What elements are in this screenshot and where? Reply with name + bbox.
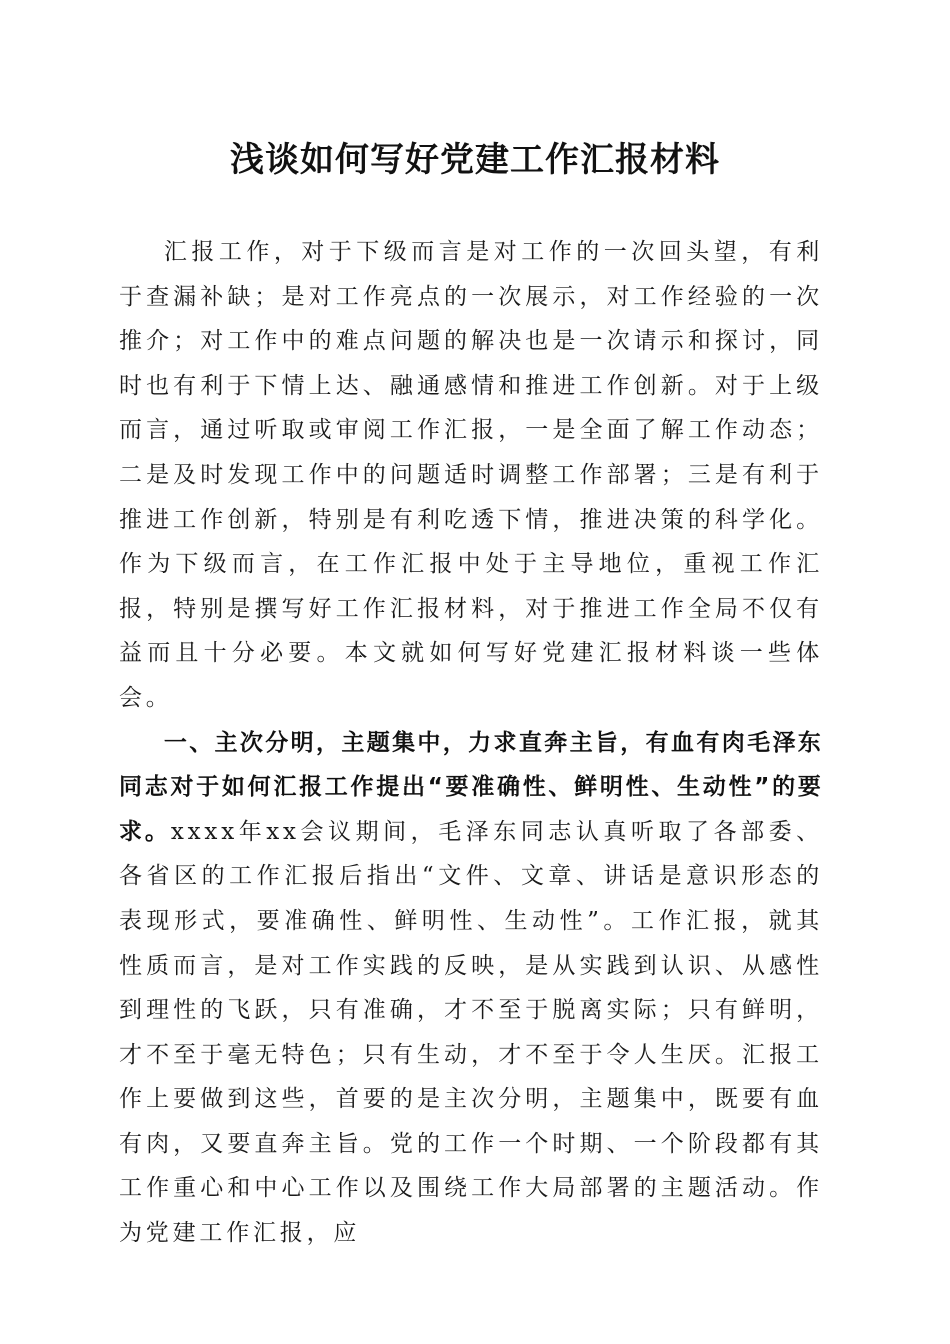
section-1-heading: 一、主次分明，主题集中，力求直奔主旨，有血有肉毛泽东同志对于如何汇报工作提出“要准确性、鲜明性、生动性”的要求。 (119, 729, 823, 845)
document-title: 浅谈如何写好党建工作汇报材料 (230, 140, 720, 180)
document-body (119, 230, 823, 1256)
intro-paragraph: 汇报工作，对于下级而言是对工作的一次回头望，有利于查漏补缺；是对工作亮点的一次展示，对工作经验的一次推介；对工作中的难点问题的解决也是一次请示和探讨，同时也有利于下情上达、融通感情和推进工作创新。对于上级而言，通过听取或审阅工作汇报，一是全面了解工作动态；二是及时发现工作中的问题适时调整工作部署；三是有利于推进工作创新，特别是有利吃透下情，推进决策的科学化。作为下级而言，在工作汇报中处于主导地位，重视工作汇报，特别是撰写好工作汇报材料，对于推进工作全局不仅有益而且十分必要。本文就如何写好党建汇报材料谈一些体会。 (119, 239, 823, 711)
section-1-body: xxxx年xx会议期间，毛泽东同志认真听取了各部委、各省区的工作汇报后指出“文件、文章、讲话是意识形态的表现形式，要准确性、鲜明性、生动性”。工作汇报，就其性质而言，是对工作实践的反映，是从实践到认识、从感性到理性的飞跃，只有准确，才不至于脱离实际；只有鲜明，才不至于毫无特色；只有生动，才不至于令人生厌。汇报工作上要做到这些，首要的是主次分明，主题集中，既要有血有肉，又要直奔主旨。党的工作一个时期、一个阶段都有其工作重心和中心工作以及围绕工作大局部署的主题活动。作为党建工作汇报，应 (119, 818, 823, 1247)
section-1-paragraph (119, 721, 823, 1256)
